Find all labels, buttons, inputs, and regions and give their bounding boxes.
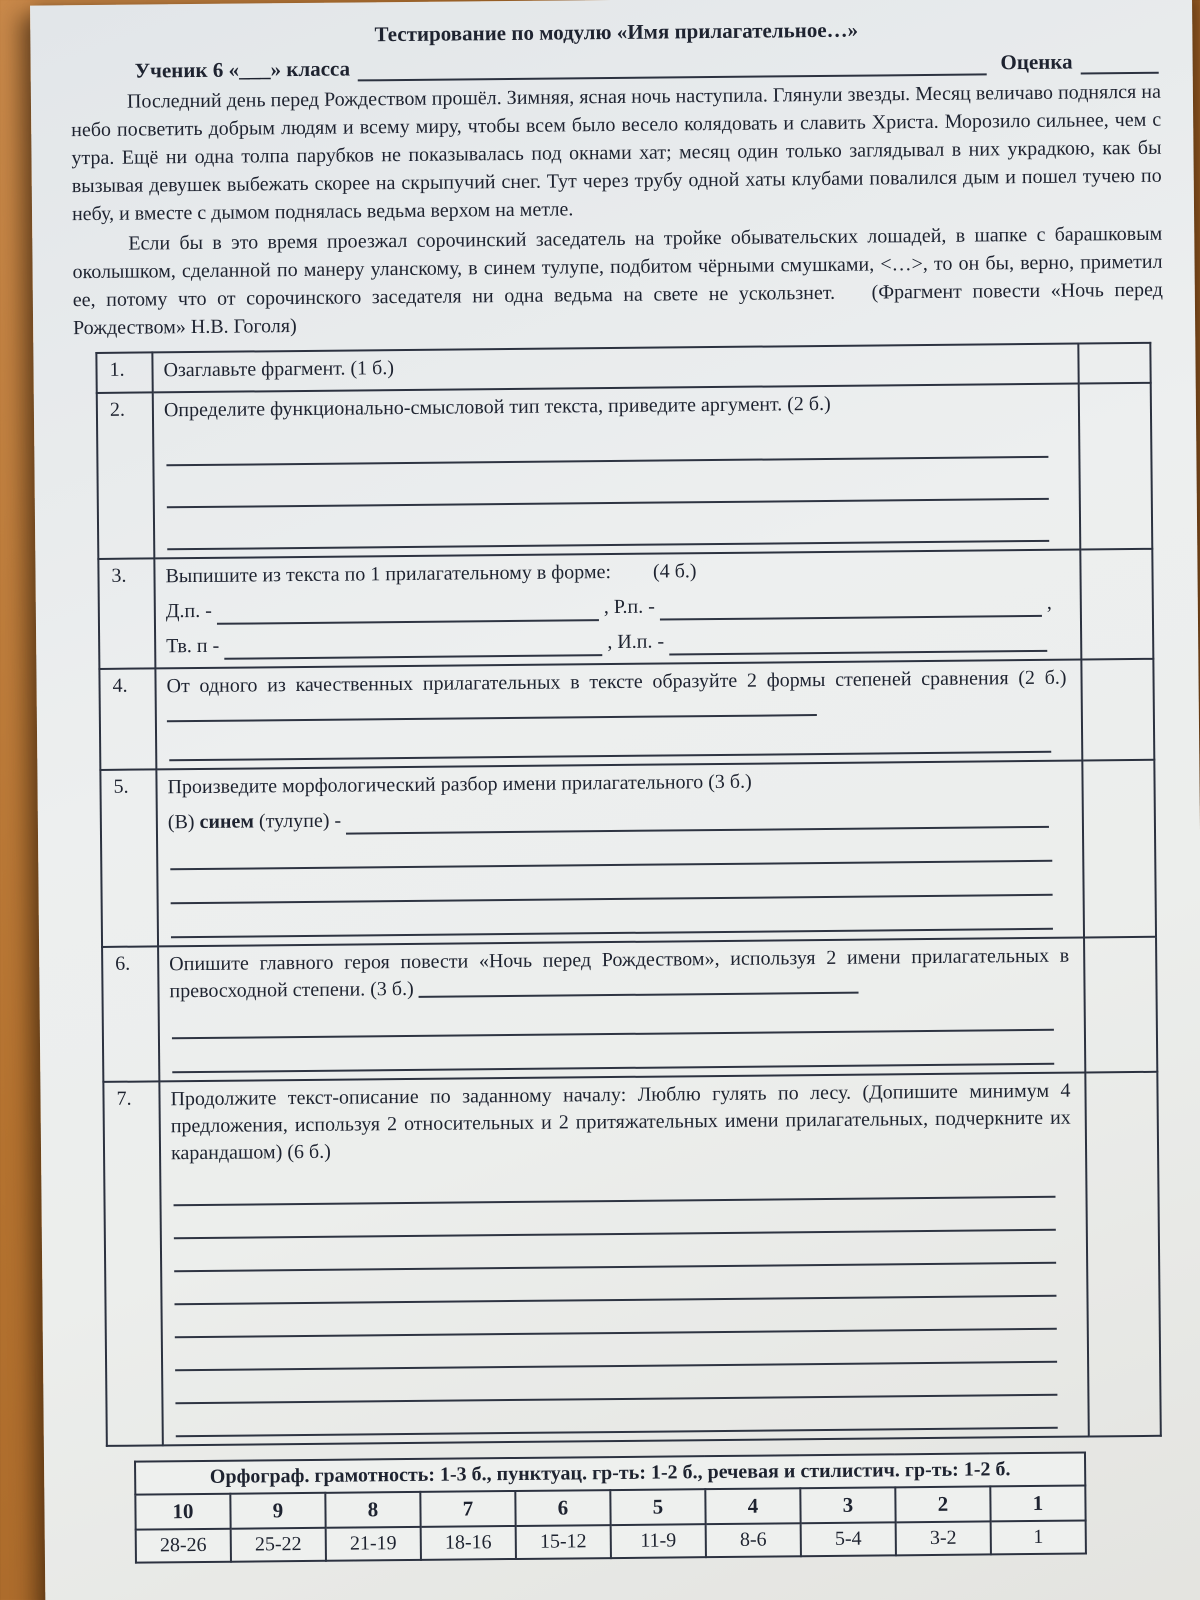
row-tail: , xyxy=(1046,591,1052,614)
passage-paragraph-2 xyxy=(72,220,1163,342)
passage-source: (Фрагмент повести «Ночь перед Рождеством» Н.В. Гоголя) xyxy=(73,278,1163,340)
points-cell: 1 xyxy=(991,1521,1086,1555)
case-blank xyxy=(660,597,1042,621)
question-text: Опишите главного героя повести «Ночь перед Рождеством», используя 2 имени прилагательных в превосходной степени. (3 б.) xyxy=(169,944,1070,1003)
question-body xyxy=(156,761,1084,947)
grade-blank xyxy=(1081,52,1159,75)
question-row-3 xyxy=(98,549,1153,669)
question-row-6 xyxy=(102,937,1157,1082)
case-label-rp: , Р.п. - xyxy=(603,595,655,619)
score-cell xyxy=(1085,1072,1160,1437)
question-points: (4 б.) xyxy=(652,560,697,583)
grade-cell: 8 xyxy=(325,1492,420,1528)
parse-word: синем xyxy=(199,810,255,833)
question-row-4 xyxy=(99,659,1154,770)
question-number: 1. xyxy=(96,352,152,393)
grading-table xyxy=(134,1452,1087,1564)
points-cell: 25-22 xyxy=(231,1528,326,1562)
case-blank xyxy=(224,636,602,660)
question-text: Произведите морфологический разбор имени прилагательного (3 б.) xyxy=(167,770,752,799)
case-label-dp: Д.п. - xyxy=(165,599,212,623)
grade-label: Оценка xyxy=(1000,49,1073,75)
question-text: Выпишите из текста по 1 прилагательному в форме: xyxy=(165,561,612,588)
questions-table xyxy=(95,342,1161,1447)
score-cell xyxy=(1084,937,1157,1073)
grade-cell: 7 xyxy=(420,1491,515,1527)
inline-answer-blank xyxy=(167,700,817,722)
grade-cell: 2 xyxy=(895,1486,990,1522)
question-row-2 xyxy=(97,383,1153,559)
points-cell: 28-26 xyxy=(136,1529,231,1563)
grade-cell: 5 xyxy=(610,1489,705,1525)
answer-line xyxy=(171,896,1053,938)
student-name-blank xyxy=(358,53,987,81)
question-body xyxy=(154,550,1081,669)
passage-paragraph-1: Последний день перед Рождеством прошёл. Зимняя, ясная ночь наступила. Глянули звезды. Месяц величаво поднялся на небо посветить добрым людям и всему миру, чтобы всем было весело колядовать и славить Христа. Морозило сильнее, чем с утра. Ещё ни одна толпа парубков не показывалась под окнами хат; месяц один только заглядывал в них украдкою, как бы вызывая девушек выбежать скорее на скрыпучий снег. Тут через трубу одной хаты клубами повалился дым и пошел тучею по небу, и вместе с дымом поднялась ведьма верхом на метле. xyxy=(71,80,1162,226)
student-label: Ученик 6 «___» класса xyxy=(134,56,351,83)
question-body xyxy=(153,384,1081,559)
grade-cell: 3 xyxy=(800,1487,895,1523)
points-cell: 3-2 xyxy=(896,1521,991,1555)
question-number: 7. xyxy=(103,1081,162,1446)
grade-cell: 9 xyxy=(230,1493,325,1529)
case-label-ip: , И.п. - xyxy=(607,630,665,654)
page-title: Тестирование по модулю «Имя прилагательное…» xyxy=(374,17,859,47)
question-number: 4. xyxy=(99,668,156,770)
inline-answer-blank xyxy=(419,978,859,998)
case-blank xyxy=(217,601,599,625)
grading-criteria: Орфограф. грамотность: 1-3 б., пунктуац. гр-ть: 1-2 б., речевая и стилистич. гр-ть: 1-2 б. xyxy=(135,1453,1085,1495)
parse-prefix: (В) xyxy=(167,811,195,834)
grade-cell: 6 xyxy=(515,1490,610,1526)
score-cell xyxy=(1080,549,1153,660)
question-body xyxy=(158,938,1085,1082)
points-cell: 21-19 xyxy=(326,1527,421,1561)
question-text: Продолжите текст-описание по заданному началу: Люблю гулять по лесу. (Допишите минимум 4 предложения, используя 2 относительных и 2 притяжательных имени прилагательных, подчеркните их карандашом) (6 б.) xyxy=(170,1079,1071,1165)
points-cell: 5-4 xyxy=(801,1522,896,1556)
question-text: От одного из качественных прилагательных в тексте образуйте 2 формы степеней сравнения (2 б.) xyxy=(166,666,1067,698)
question-text: Определите функционально-смысловой тип текста, приведите аргумент. (2 б.) xyxy=(163,392,831,422)
question-body xyxy=(159,1072,1088,1445)
points-cell: 8-6 xyxy=(706,1523,801,1557)
passage-paragraph-2-text: Если бы в это время проезжал сорочинский заседатель на тройке обывательских лошадей, в шапке с барашковым околышком, сделанной по манеру уланскому, в синем тулупе, подбитом чёрными смушками, <…>, то он бы, верно, приметил ее, потому что от сорочинского заседателя ни одна ведьма на свете не ускользнет. xyxy=(72,222,1163,312)
score-cell xyxy=(1082,760,1156,938)
case-blank xyxy=(669,632,1047,656)
question-number: 6. xyxy=(102,946,159,1082)
question-row-5 xyxy=(100,760,1156,947)
score-cell xyxy=(1081,659,1154,761)
score-cell xyxy=(1078,343,1150,384)
question-number: 5. xyxy=(100,769,158,947)
grade-cell: 1 xyxy=(990,1486,1085,1522)
question-number: 3. xyxy=(98,558,155,669)
answer-line xyxy=(169,719,1051,761)
question-body xyxy=(155,660,1082,770)
test-paper xyxy=(30,0,1200,1600)
question-text: Озаглавьте фрагмент. (1 б.) xyxy=(163,357,395,382)
score-cell xyxy=(1079,383,1153,550)
case-fields-row-2 xyxy=(166,625,1052,661)
answer-line xyxy=(167,500,1049,550)
answer-line xyxy=(172,1031,1054,1073)
points-cell: 18-16 xyxy=(421,1526,516,1560)
points-cell: 15-12 xyxy=(516,1525,611,1559)
grade-cell: 4 xyxy=(705,1488,800,1524)
question-number: 2. xyxy=(97,392,155,559)
grade-cell: 10 xyxy=(135,1494,230,1530)
case-label-tvp: Тв. п - xyxy=(166,634,220,658)
question-row-7 xyxy=(103,1072,1160,1446)
parse-rest: (тулупе) - xyxy=(258,809,342,833)
case-fields-row-1 xyxy=(166,590,1052,626)
points-cell: 11-9 xyxy=(611,1524,706,1558)
answer-line xyxy=(175,1396,1057,1437)
